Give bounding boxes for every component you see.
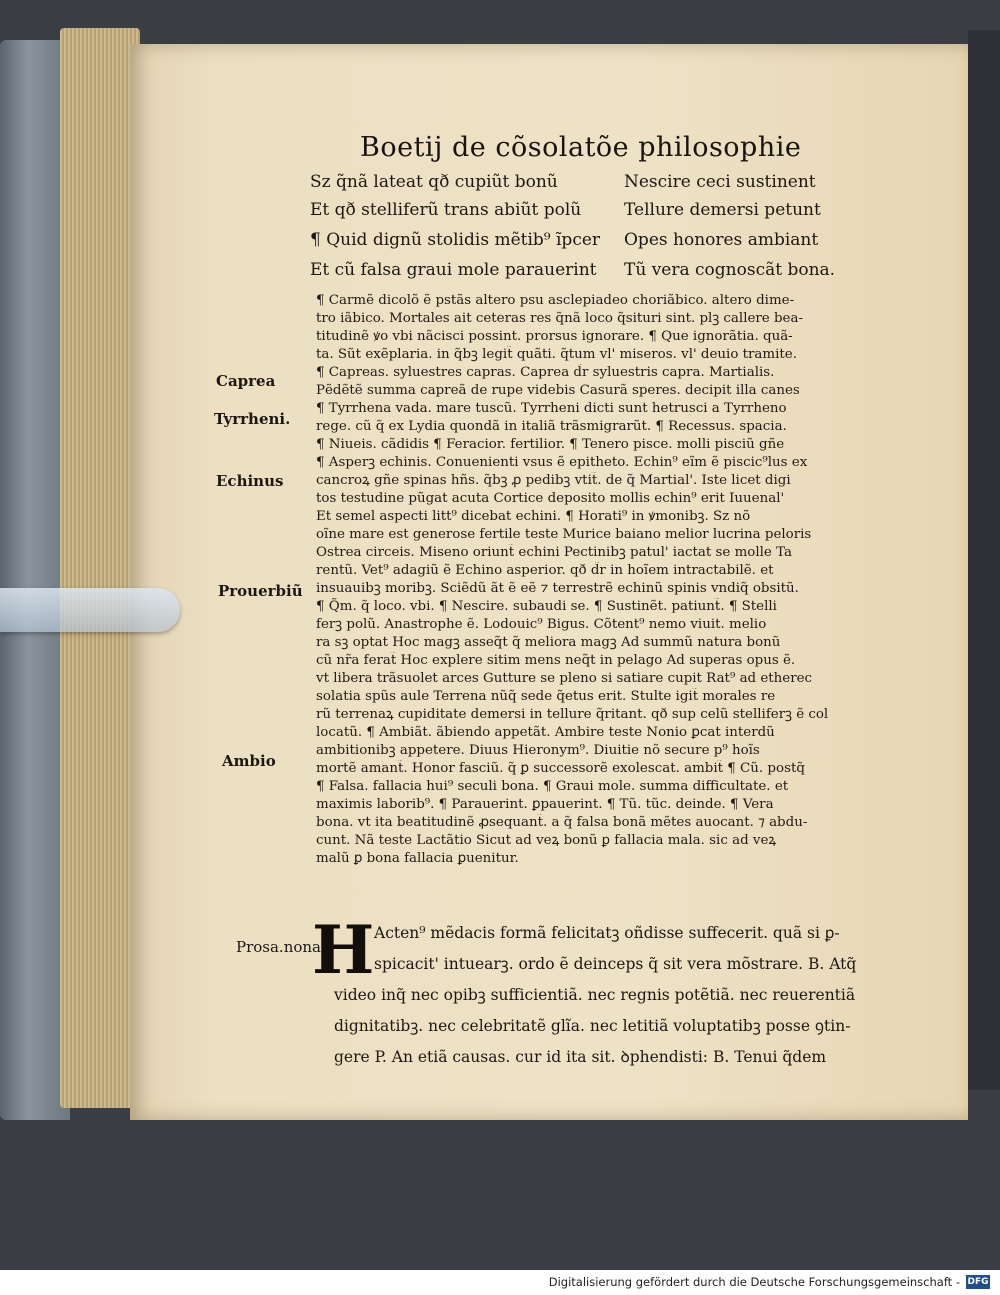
verse-line: Et cũ falsa graui mole parauerint	[310, 260, 597, 280]
commentary-line: vt libera trãsuolet arces Gutture se pleno si satiare cupit Rat⁹ ad etherec	[316, 671, 813, 686]
commentary-line: ¶ Capreas. syluestres capras. Caprea d̃r syluestris capra. Martialis.	[316, 365, 775, 380]
commentary-line: rentũ. Vet⁹ adagiũ ẽ Echino asperior. qð d̃r in hoĩem intractabilẽ. et	[316, 563, 774, 578]
commentary-line: ¶ Tyrrhena vada. mare tuscũ. Tyrrheni dicti sunt hetrusci a Tyrrheno	[316, 401, 787, 416]
commentary-line: ¶ Q̃m. q̃ loco. vbi. ¶ Nescire. subaudi se. ¶ Sustinẽt. patiunt̃. ¶ Stelli	[316, 599, 777, 614]
commentary-line: ¶ Falsa. fallacia hui⁹ seculi bona. ¶ Graui mole. summa difficultate. et	[316, 779, 789, 794]
prose-line: spicacit' intuearꝫ. ordo ẽ deinceps q̃ sit vera mõstrare. B. Atq̃	[374, 955, 857, 973]
drop-initial: H	[312, 911, 375, 989]
background-right	[968, 30, 1000, 1090]
commentary-line: ambitionibꝫ appetere. Diuus Hieronym⁹. Diuitie nõ secure p⁹ hoĩs	[316, 743, 760, 758]
commentary-line: cũ nr̃a ferat̃ Hoc explere sitim mens neq̃t in pelago Ad superas opus ẽ.	[316, 653, 796, 668]
commentary-line: Ostrea circeis. Miseno oriunt̃ echini Pectinibꝫ patul' iactat se molle Ta	[316, 545, 792, 560]
verse-line: Et qð stelliferũ trans abiũt polũ	[310, 200, 582, 220]
commentary-line: insuauibꝫ moribꝫ. Sciẽdũ ãt ẽ eẽ ⁊ terrestrẽ echinũ spinis vndiq̃ obsitũ.	[316, 581, 799, 596]
dfg-logo-icon: DFG	[967, 1277, 989, 1287]
verse-line: Opes honores ambiant	[624, 230, 819, 250]
commentary-line: rege. cũ q̃ ex Lydia quondã in italiã trãsmigrarũt. ¶ Recessus. spacia.	[316, 419, 787, 434]
plastic-bookmark	[0, 588, 180, 632]
commentary-line: Pẽdẽtẽ summa capreã de rupe videbis Casurã speres. decipit illa canes	[316, 383, 800, 398]
commentary-line: ta. Sũt exẽplaria. in q̃bꝫ legit̃ quãti. q̃tum vl' miseros. vl' deuio tramite.	[316, 347, 797, 362]
commentary-line: oĩne mare est generose fertile teste Murice baiano melior lucrina peloris	[316, 527, 812, 542]
margin-note: Ambio	[222, 752, 276, 770]
commentary-line: Et semel aspecti litt⁹ dicebat echini. ¶ Horati⁹ in ꝟmonibꝫ. Sz nõ	[316, 509, 751, 524]
commentary-line: bona. vt ita beatitudinẽ ꝓsequant̃. a q̃ falsa bonã mẽtes auocant. ⁊ abdu-	[316, 815, 808, 830]
commentary-line: malũ ꝑ bona fallacia ꝑuenitur.	[316, 851, 519, 866]
commentary-line: ¶ Niueis. cãdidis ¶ Feracior. fertilior. ¶ Tenero pisce. molli pisciũ gñe	[316, 437, 785, 452]
commentary-line: mortẽ amant̃. Honor fasciũ. q̃ ꝑ successorẽ exolescat. ambit̃ ¶ Cũ. postq̃	[316, 761, 805, 776]
commentary	[316, 292, 876, 868]
commentary-line: cancroꝝ gñe spinas hñs. q̃bꝫ ꝓ pedibꝫ vtit̃. de q̃ Martial'. Iste licet digi	[316, 473, 791, 488]
funding-note: Digitalisierung gefördert durch die Deutsche Forschungsgemeinschaft -	[548, 1275, 960, 1289]
commentary-line: locatũ. ¶ Ambiãt. ãbiendo appetãt. Ambire teste Nonio ꝑcat interdũ	[316, 725, 775, 740]
prose-line: gere P. An etiã causas. cur id ita sit. ꝺphendisti: B. Tenui q̃dem	[334, 1048, 827, 1066]
prose-line: dignitatibꝫ. nec celebritatẽ glĩa. nec letitiã voluptatibꝫ posse ꝯtin-	[334, 1017, 851, 1035]
margin-note: Caprea	[216, 372, 276, 390]
page-stack	[60, 28, 140, 1108]
verse-line: Nescire ceci sustinent	[624, 172, 816, 192]
verse-line: ¶ Quid dignũ stolidis mẽtib⁹ ĩpcer	[310, 230, 601, 250]
prose-label: Prosa.nona	[236, 938, 321, 956]
prose-line: video inq̃ nec opibꝫ sufficientiã. nec regnis potẽtiã. nec reuerentiã	[334, 986, 856, 1004]
prose-block	[334, 918, 894, 1073]
commentary-line: ra sꝫ optat Hoc magꝫ asseq̃t q̃ meliora magꝫ Ad summũ natura bonũ	[316, 635, 781, 650]
commentary-line: ¶ Carmẽ dicolõ ẽ pstãs altero psu asclepiadeo choriãbico. altero dime-	[316, 293, 795, 308]
margin-note: Prouerbiũ	[218, 582, 303, 600]
commentary-line: cunt. Nã teste Lactãtio Sicut ad veꝝ bonũ ꝑ fallacia mala. sic ad veꝝ	[316, 833, 777, 848]
commentary-line: ¶ Asperꝫ echinis. Conuenienti vsus ẽ epitheto. Echin⁹ eĩm ẽ piscic⁹lus ex	[316, 455, 808, 470]
commentary-line: ferꝫ polũ. Anastrophe ẽ. Lodouic⁹ Bigus. Cõtent⁹ nemo viuit. melio	[316, 617, 767, 632]
commentary-line: tro iãbico. Mortales ait ceteras res q̃nã loco q̃situri sint. plꝫ callere bea-	[316, 311, 803, 326]
commentary-line: tos testudine pũgat acuta Cortice deposito mollis echin⁹ erit Iuuenal'	[316, 491, 785, 506]
margin-note: Echinus	[216, 472, 284, 490]
commentary-line: solatia spũs aule Terrena nũq̃ sede q̃etus erit. Stulte igit̃ morales re	[316, 689, 776, 704]
prose-line: Acten⁹ mẽdacis formã felicitatꝫ oñdisse suffecerit. quã si ꝑ-	[374, 924, 840, 942]
commentary-line: titudinẽ ꝟo vbi nãcisci possint. prorsus ignorare. ¶ Que ignorãtia. quã-	[316, 329, 793, 344]
commentary-line: rũ terrenaꝝ cupiditate demersi in tellure q̃ritant. qð sup celũ stelliferꝫ ẽ col	[316, 707, 829, 722]
verse-line: Tũ vera cognoscãt bona.	[624, 260, 836, 280]
footer-bar	[0, 1270, 1000, 1295]
commentary-line: maximis laborib⁹. ¶ Parauerint. ꝑpauerint. ¶ Tũ. tũc. deinde. ¶ Vera	[316, 797, 774, 812]
verse-line: Tellure demersi petunt	[624, 200, 821, 220]
page-header: Boetij de cõsolatõe philosophie	[360, 132, 802, 163]
verse-line: Sz q̃nã lateat qð cupiũt bonũ	[310, 172, 558, 192]
margin-note: Tyrrheni.	[214, 410, 291, 428]
